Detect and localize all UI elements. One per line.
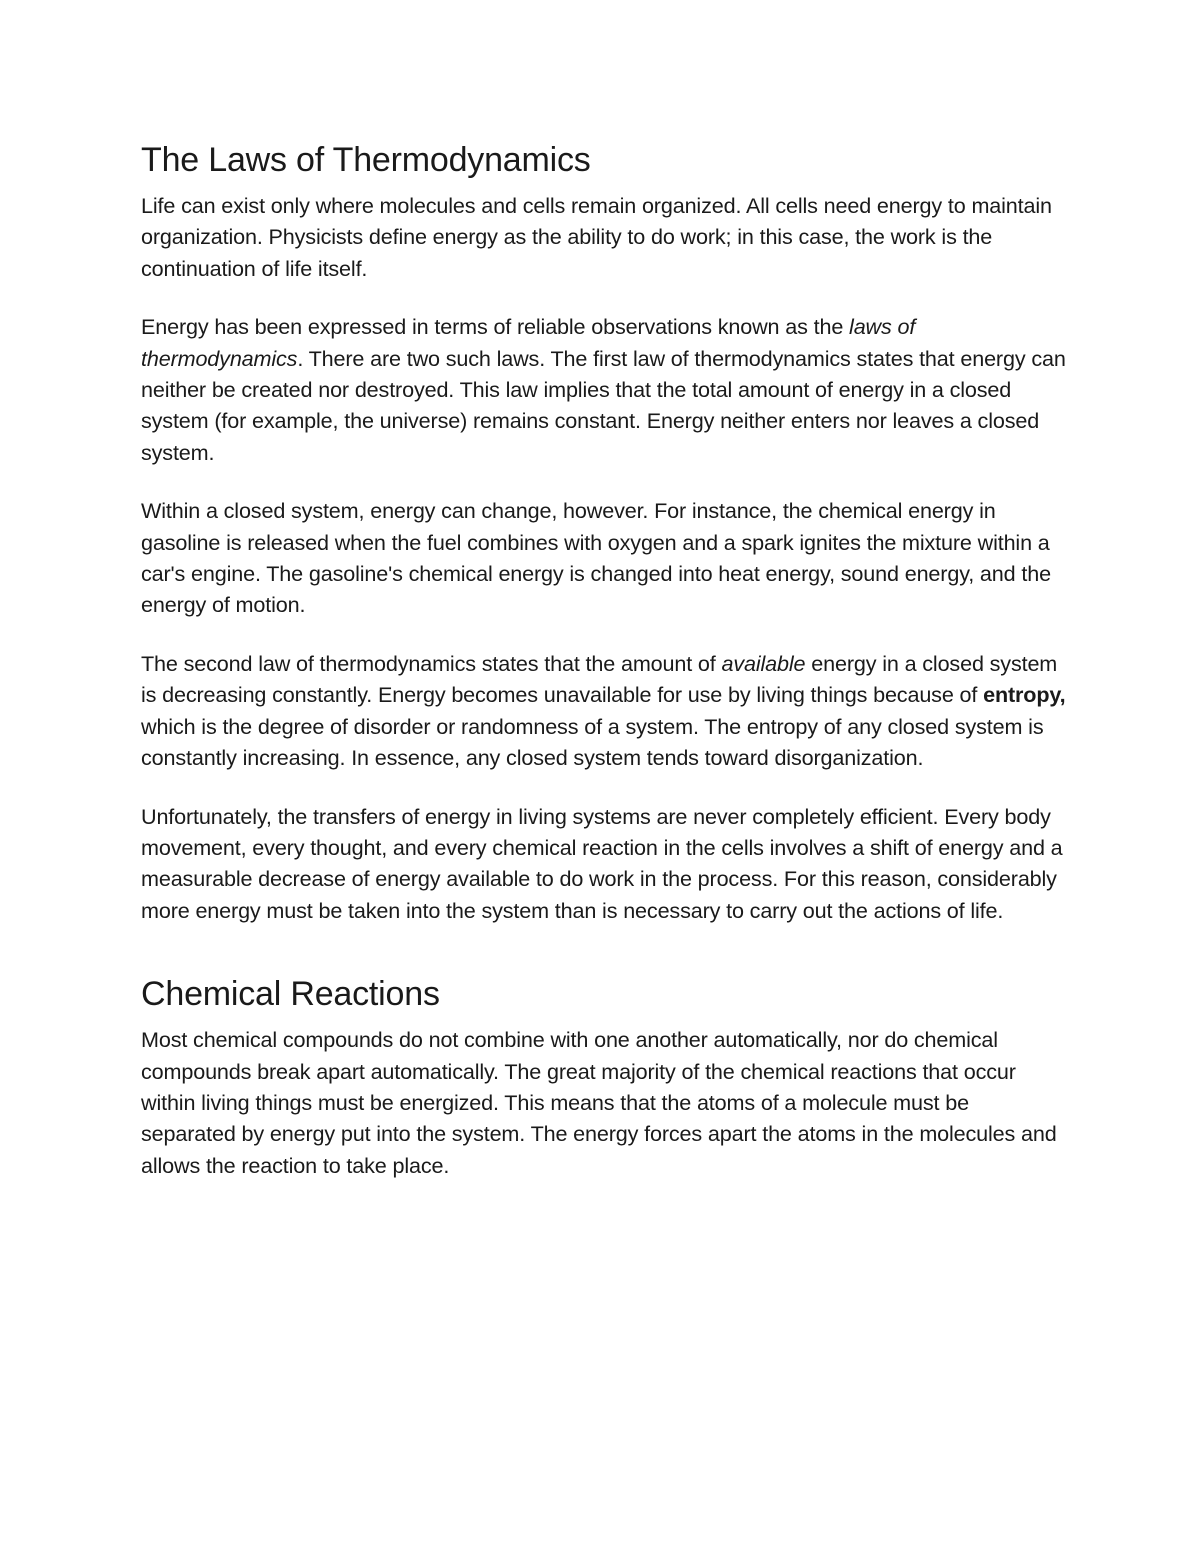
text-run: The second law of thermodynamics states that the amount of — [141, 650, 722, 676]
section-title: The Laws of Thermodynamics — [141, 141, 591, 179]
paragraph: Life can exist only where molecules and cells remain organized. All cells need energy to maintain organization. Physicists define energy as the ability to do work; in this case, the work is the continuation of life itself. — [141, 193, 1052, 281]
text-run: energy in a closed system is decreasing constantly. Energy becomes unavailable for use by living things because of — [141, 650, 1058, 708]
paragraph — [141, 648, 1066, 774]
section-chemical-reactions — [141, 972, 1066, 1181]
paragraph: Most chemical compounds do not combine with one another automatically, nor do chemical compounds break apart automatically. The great majority of the chemical reactions that occur within living things must be energized. This means that the atoms of a molecule must be separated by energy put into the system. The energy forces apart the atoms in the molecules and allows the reaction to take place. — [141, 1027, 1057, 1178]
section-title: Chemical Reactions — [141, 975, 440, 1014]
paragraph: Unfortunately, the transfers of energy in living systems are never completely efficient. Every body movement, every thought, and every chemical reaction in the cells involves a shift of energy and a measurable decrease of energy available to do work in the process. For this reason, considerably more energy must be taken into the system than is necessary to carry out the actions of life. — [141, 803, 1063, 923]
text-run: which is the degree of disorder or randomness of a system. The entropy of any closed system is constantly increasing. In essence, any closed system tends toward disorganization. — [141, 713, 1044, 771]
bold-term: entropy, — [983, 682, 1066, 708]
emphasis-text: available — [721, 650, 806, 676]
paragraph — [141, 311, 1066, 468]
section-laws-of-thermodynamics — [141, 138, 1066, 926]
text-run: Energy has been expressed in terms of reliable observations known as the — [141, 314, 850, 340]
paragraph: Within a closed system, energy can change, however. For instance, the chemical energy in gasoline is released when the fuel combines with oxygen and a spark ignites the mixture within a car's engine. The gasoline's chemical energy is changed into heat energy, sound energy, and the energy of motion. — [141, 498, 1051, 618]
document-content — [141, 138, 1066, 1208]
text-run: . There are two such laws. The first law of thermodynamics states that energy can neither be created nor destroyed. This law implies that the total amount of energy in a closed system (for example, the universe) remains constant. Energy neither enters nor leaves a closed system. — [141, 345, 1066, 465]
emphasis-text: laws of thermodynamics — [141, 314, 916, 371]
